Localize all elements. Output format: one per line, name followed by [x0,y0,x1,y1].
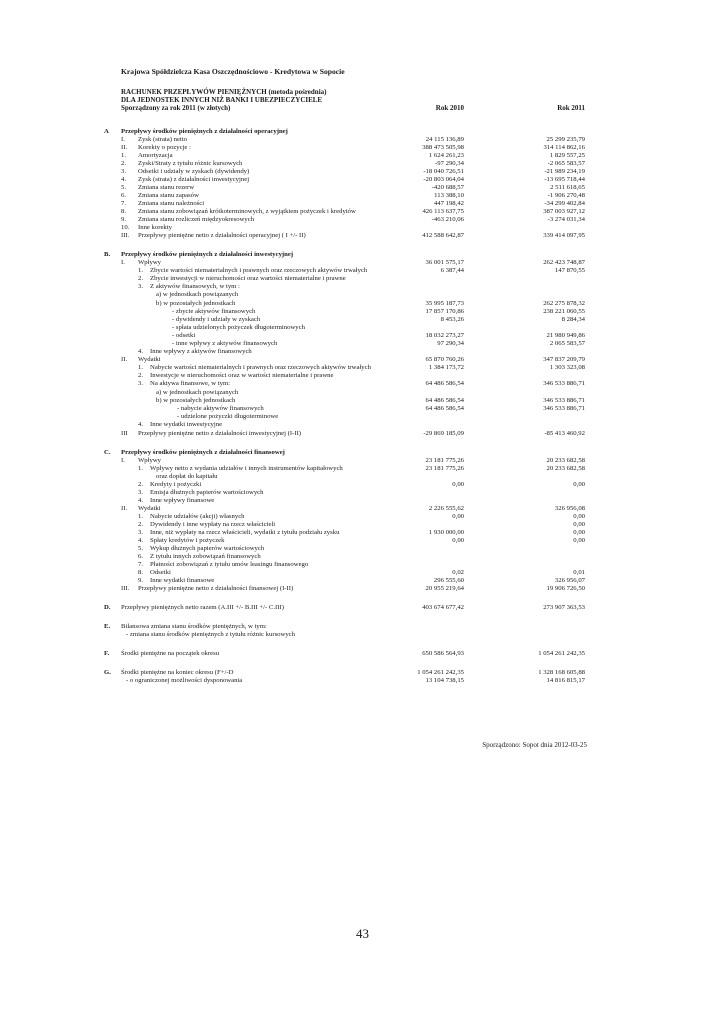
page-number: 43 [356,926,369,941]
table-row [0,283,725,291]
table-row [0,577,725,585]
row-label: Bilansowa zmiana stanu środków pieniężnych, w tym: [121,623,267,630]
row-label: - o ograniczonej możliwości dysponowania [126,677,243,684]
table-row [0,128,725,136]
table-row [0,348,725,356]
column-header-2010: Rok 2010 [435,104,464,112]
table-row [0,259,725,267]
row-label: Zyski/Straty z tytułu różnic kursowych [138,160,243,167]
value-2010: 6 387,44 [440,267,464,274]
value-2011: 339 414 097,95 [543,232,585,239]
table-row [0,316,725,324]
value-2011: 20 233 682,58 [546,465,585,472]
table-row [0,152,725,160]
row-label: Inne wpływy z aktywów finansowych [150,348,252,355]
row-label: Zmiana stanu zapasów [138,192,199,199]
table-row [0,364,725,372]
value-2010: 1 054 261 242,35 [417,669,464,676]
value-2010: -463 210,06 [431,216,464,223]
row-number: I. [121,136,125,143]
row-label: Inwestycje w nieruchomości oraz w wartości niematerialne i prawne [150,372,334,379]
table-row [0,224,725,232]
row-label: Wpływy netto z wydania udziałów i innych instrumentów kapitałowych [150,465,343,472]
row-number: II. [121,356,128,363]
row-label: Emisja dłużnych papierów wartościowych [150,489,264,496]
section-letter: G. [104,669,111,676]
value-2011: 20 233 682,58 [546,457,585,464]
row-label: Korekty o pozycje : [138,144,191,151]
table-row [0,421,725,429]
row-label: - zmiana stanu środków pieniężnych z tytułu różnic kursowych [126,631,295,638]
row-number: 3. [138,380,144,387]
row-label: oraz dopłat do kapitału [156,473,218,480]
value-2010: 64 486 586,54 [425,397,464,404]
row-label: Zmiana stanu zobowiązań krótkoterminowych, z wyjątkiem pożyczek i kredytów [138,208,356,215]
value-2011: 346 533 886,71 [543,397,585,404]
table-row [0,291,725,299]
table-row [0,521,725,529]
section-letter: F. [104,650,110,657]
value-2011: 25 299 235,79 [546,136,585,143]
value-2011: 0,00 [573,529,585,536]
value-2010: 8 453,26 [440,316,464,323]
value-2011: 346 533 886,71 [543,380,585,387]
row-number: III. [121,585,130,592]
row-label: - udzielone pożyczki długoterminowe [177,413,279,420]
value-2011: 0,00 [573,537,585,544]
row-number: III [121,430,128,437]
row-number: 8. [121,208,127,215]
row-label: Inne korekty [138,224,172,231]
table-row [0,449,725,457]
value-2011: 0,00 [573,521,585,528]
value-2011: 262 275 878,32 [543,300,585,307]
row-label: b) w pozostałych jednostkach [156,300,236,307]
row-label: - spłata udzielonych pożyczek długoterminowych [172,324,305,331]
organization-name: Krajowa Spółdzielcza Kasa Oszczędnościowo - Kredytowa w Sopocie [121,67,345,76]
row-label: b) w pozostałych jednostkach [156,397,236,404]
row-number: 2. [138,372,144,379]
table-row [0,623,725,631]
value-2010: 23 181 775,26 [425,465,464,472]
value-2010: 1 930 000,00 [428,529,464,536]
row-label: Zmiana stanu należności [138,200,205,207]
row-label: Przepływy pieniężne netto z działalności inwestycyjnej (I-II) [138,430,302,437]
section-letter: B. [104,251,111,258]
table-row [0,545,725,553]
table-row [0,251,725,259]
row-label: Nabycie wartości niematerialnych i prawnych oraz rzeczowych aktywów trwałych [150,364,371,371]
row-number: 4. [138,497,144,504]
row-number: II. [121,144,128,151]
value-2010: 65 870 760,26 [425,356,464,363]
section-letter: E. [104,623,111,630]
table-row [0,505,725,513]
row-label: Płatności zobowiązań z tytułu umów leasingu finansowego [150,561,309,568]
column-header-2011: Rok 2011 [557,104,585,112]
table-row [0,604,725,612]
value-2011: 262 423 748,87 [543,259,585,266]
row-label: Inne wydatki inwestycyjne [150,421,223,428]
value-2010: 17 857 170,86 [425,308,464,315]
row-label: Na aktywa finansowe, w tym: [150,380,231,387]
row-number: 3. [138,489,144,496]
row-number: 1. [138,267,144,274]
value-2010: 13 104 738,15 [425,677,464,684]
value-2010: 650 586 564,93 [422,650,464,657]
row-label: Spłaty kredytów i pożyczek [150,537,225,544]
table-row [0,529,725,537]
table-row [0,553,725,561]
row-number: 2. [138,521,144,528]
row-label: Przepływy środków pieniężnych z działalności inwestycyjnej [121,251,294,258]
value-2010: -29 869 185,09 [423,430,464,437]
value-2011: 147 870,55 [554,267,585,274]
table-row [0,430,725,438]
row-label: Przepływy środków pieniężnych z działalności operacyjnej [121,128,288,135]
value-2011: 238 221 060,55 [543,308,585,315]
table-row [0,513,725,521]
value-2010: -420 688,57 [431,184,464,191]
signature-date: Sporządzono: Sopot dnia 2012-03-25 [482,741,587,749]
table-row [0,457,725,465]
row-number: 9. [121,216,127,223]
row-label: Odsetki [150,569,171,576]
row-number: 5. [121,184,127,191]
row-label: Przepływy pieniężnych netto razem (A.III +/- B.III +/- C.III) [121,604,284,611]
row-number: 7. [138,561,144,568]
table-row [0,397,725,405]
table-row [0,208,725,216]
row-label: Dywidendy i inne wypłaty na rzecz właścicieli [150,521,276,528]
value-2010: 0,02 [452,569,464,576]
row-number: 1. [138,465,144,472]
table-row [0,324,725,332]
row-number: 4. [138,348,144,355]
value-2011: 0,00 [573,481,585,488]
row-label: Inne, niż wypłaty na rzecz właścicieli, wydatki z tytułu podziału zysku [150,529,340,536]
table-row [0,308,725,316]
value-2010: 20 955 219,64 [425,585,464,592]
value-2011: 0,00 [573,513,585,520]
row-label: Przepływy pieniężne netto z działalności finansowej (I-II) [138,585,294,592]
row-number: III. [121,232,130,239]
table-row [0,569,725,577]
row-number: 3. [138,529,144,536]
table-row [0,372,725,380]
row-label: Odsetki i udziały w zyskach (dywidendy) [138,168,250,175]
value-2010: -20 803 064,04 [423,176,464,183]
value-2011: 314 114 862,16 [543,144,585,151]
value-2010: 0,00 [452,481,464,488]
table-row [0,184,725,192]
row-label: Zysk (strata) netto [138,136,188,143]
value-2010: 412 588 642,87 [422,232,464,239]
value-2011: -2 065 583,57 [547,160,585,167]
value-2011: -21 989 234,19 [544,168,585,175]
row-label: Wydatki [138,505,161,512]
table-row [0,267,725,275]
row-number: 3. [121,168,127,175]
row-label: Środki pieniężne na początek okresu [121,650,220,657]
value-2011: -1 906 270,48 [547,192,585,199]
value-2010: 403 674 677,42 [422,604,464,611]
table-row [0,340,725,348]
table-row [0,413,725,421]
table-row [0,389,725,397]
report-title: RACHUNEK PRZEPŁYWÓW PIENIĘŻNYCH (metoda pośrednia) [121,88,327,96]
row-label: Inne wydatki finansowe [150,577,215,584]
row-label: Wpływy [138,457,162,464]
row-label: Amortyzacja [138,152,173,159]
row-number: II. [121,505,128,512]
table-row [0,650,725,658]
value-2010: 0,00 [452,537,464,544]
value-2010: -18 040 726,51 [423,168,464,175]
table-row [0,561,725,569]
row-label: Kredyty i pożyczki [150,481,202,488]
value-2011: -85 413 460,92 [544,430,585,437]
value-2010: 35 995 187,73 [425,300,464,307]
table-row [0,176,725,184]
value-2011: 1 303 323,08 [549,364,585,371]
row-label: - nabycie aktywów finansowych [177,405,264,412]
value-2011: 1 829 557,25 [549,152,585,159]
row-label: Zmiana stanu rozliczeń międzyokresowych [138,216,255,223]
table-row [0,489,725,497]
value-2011: 387 003 927,12 [543,208,585,215]
row-label: Zbycie wartości niematerialnych i prawnych oraz rzeczowych aktywów trwałych [150,267,368,274]
row-label: - zbycie aktywów finansowych [172,308,256,315]
value-2011: 273 907 363,53 [543,604,585,611]
value-2011: 14 816 815,17 [546,677,585,684]
report-period: Sporządzony za rok 2011 (w złotych) [121,104,231,112]
value-2010: 113 388,10 [434,192,464,199]
value-2010: 388 473 505,98 [422,144,464,151]
row-label: Inne wpływy finansowe [150,497,215,504]
row-label: Wykup dłużnych papierów wartościowych [150,545,265,552]
row-label: a) w jednostkach powiązanych [156,291,239,298]
row-number: I. [121,457,125,464]
table-row [0,168,725,176]
table-row [0,465,725,473]
value-2010: 23 181 775,26 [425,457,464,464]
table-row [0,200,725,208]
row-number: 8. [138,569,144,576]
value-2010: 296 555,60 [433,577,464,584]
table-row [0,405,725,413]
row-number: 1. [138,513,144,520]
value-2011: 1 054 261 242,35 [538,650,585,657]
row-number: 3. [138,283,144,290]
row-label: Zmiana stanu rezerw [138,184,195,191]
value-2010: 2 226 555,62 [428,505,464,512]
value-2010: 447 198,42 [433,200,464,207]
row-number: 9. [138,577,144,584]
table-row [0,160,725,168]
row-number: 4. [138,421,144,428]
row-label: Wpływy [138,259,162,266]
table-row [0,585,725,593]
value-2011: 1 328 168 605,88 [538,669,585,676]
value-2011: 346 533 886,71 [543,405,585,412]
value-2010: 426 113 637,75 [422,208,464,215]
value-2010: 64 486 586,54 [425,380,464,387]
value-2010: 24 115 136,89 [425,136,464,143]
row-label: Przepływy środków pieniężnych z działalności finansowej [121,449,285,456]
row-number: 4. [121,176,127,183]
value-2010: 18 032 273,27 [425,332,464,339]
row-label: a) w jednostkach powiązanych [156,389,239,396]
row-number: 5. [138,545,144,552]
row-label: Z tytułu innych zobowiązań finansowych [150,553,261,560]
table-row [0,631,725,639]
row-number: 1. [138,364,144,371]
row-number: 2. [138,275,144,282]
row-label: Środki pieniężne na koniec okresu (F+/-D [121,669,234,676]
value-2011: 19 906 726,50 [546,585,585,592]
table-row [0,481,725,489]
value-2010: 1 624 261,23 [428,152,464,159]
row-label: Nabycie udziałów (akcji) własnych [150,513,245,520]
table-row [0,144,725,152]
value-2010: 97 290,34 [437,340,464,347]
value-2011: -3 274 031,34 [547,216,585,223]
row-number: 6. [138,553,144,560]
row-label: Zbycie inwestycji w nieruchomości oraz wartości niematerialne i prawne [150,275,346,282]
value-2011: 326 956,07 [554,577,585,584]
table-row [0,669,725,677]
value-2011: 21 980 949,86 [546,332,585,339]
row-number: I. [121,259,125,266]
table-row [0,473,725,481]
value-2011: -13 695 718,44 [544,176,585,183]
value-2011: 2 511 618,65 [550,184,585,191]
row-number: 2. [138,481,144,488]
value-2010: 36 001 575,17 [425,259,464,266]
value-2010: -97 290,34 [435,160,464,167]
row-label: - dywidendy i udziały w zyskach [172,316,261,323]
row-label: - inne wpływy z aktywów finansowych [172,340,278,347]
table-row [0,332,725,340]
table-row [0,677,725,685]
table-row [0,300,725,308]
value-2011: 326 956,08 [554,505,585,512]
section-letter: C. [104,449,111,456]
table-row [0,192,725,200]
row-label: Wydatki [138,356,161,363]
row-label: Zysk (strata) z działalności inwestycyjnej [138,176,250,183]
table-row [0,356,725,364]
section-letter: A [104,128,109,135]
row-number: 1. [121,152,127,159]
row-number: 2. [121,160,127,167]
table-row [0,497,725,505]
table-row [0,216,725,224]
table-row [0,537,725,545]
table-row [0,380,725,388]
row-number: 7. [121,200,127,207]
value-2010: 0,00 [452,513,464,520]
row-number: 4. [138,537,144,544]
value-2011: 2 065 583,57 [549,340,585,347]
row-number: 10. [121,224,130,231]
table-row [0,232,725,240]
report-subtitle: DLA JEDNOSTEK INNYCH NIŻ BANKI I UBEZPIECZYCIELE [121,96,323,104]
value-2010: 1 384 173,72 [428,364,464,371]
table-row [0,136,725,144]
row-number: 6. [121,192,127,199]
value-2011: 8 284,34 [561,316,585,323]
table-row [0,275,725,283]
value-2011: -34 299 402,84 [544,200,585,207]
section-letter: D. [104,604,111,611]
value-2011: 347 837 209,79 [543,356,585,363]
row-label: Przepływy pieniężne netto z działalności operacyjnej ( I +/- II) [138,232,306,239]
value-2010: 64 486 586,54 [425,405,464,412]
row-label: - odsetki [172,332,196,339]
value-2011: 0,01 [573,569,585,576]
row-label: Z aktywów finansowych, w tym : [150,283,240,290]
